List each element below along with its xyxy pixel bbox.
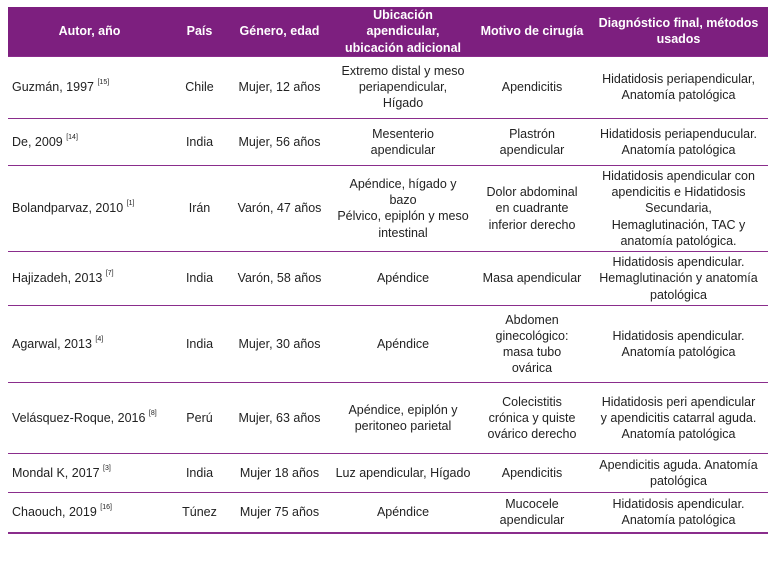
cell-reason: Dolor abdominal en cuadrante inferior derecho (475, 165, 589, 251)
header-diagnosis: Diagnóstico final, métodos usados (589, 7, 768, 56)
cell-reason: Plastrón apendicular (475, 118, 589, 165)
reference-number: [8] (148, 409, 157, 417)
cell-author (8, 252, 171, 306)
cell-author (8, 118, 171, 165)
cell-location: Apéndice, epiplón y peritoneo parietal (331, 383, 475, 454)
cell-author (8, 454, 171, 493)
cell-author (8, 56, 171, 118)
header-author: Autor, año (8, 7, 171, 56)
cell-diagnosis: Hidatidosis periapendicular, Anatomía patológica (589, 56, 768, 118)
header-gender-age: Género, edad (228, 7, 331, 56)
cell-reason: Mucocele apendicular (475, 493, 589, 533)
reference-number: [1] (126, 200, 135, 208)
cell-gender-age: Mujer 75 años (228, 493, 331, 533)
cell-country: India (171, 454, 228, 493)
reference-number: [15] (97, 79, 110, 87)
author-name: Guzmán, 1997 (12, 80, 94, 95)
cell-reason: Apendicitis (475, 454, 589, 493)
cell-reason: Colecistitis crónica y quiste ovárico derecho (475, 383, 589, 454)
table-header-row (8, 7, 768, 56)
cell-diagnosis: Hidatidosis apendicular con apendicitis e Hidatidosis Secundaria, Hemaglutinación, TAC y anatomía patológica. (589, 165, 768, 251)
cell-author (8, 493, 171, 533)
reference-number: [16] (100, 504, 112, 512)
cell-location: Apéndice (331, 306, 475, 383)
cell-location: Apéndice, hígado y bazo Pélvico, epiplón y meso intestinal (331, 165, 475, 251)
cell-country: India (171, 252, 228, 306)
cell-gender-age: Mujer 18 años (228, 454, 331, 493)
table-row (8, 454, 768, 493)
author-name: Agarwal, 2013 (12, 336, 92, 351)
table-row (8, 383, 768, 454)
author-name: Mondal K, 2017 (12, 465, 100, 480)
cell-diagnosis: Hidatidosis periapenducular. Anatomía patológica (589, 118, 768, 165)
cell-diagnosis: Hidatidosis apendicular. Anatomía patológica (589, 493, 768, 533)
cell-country: Chile (171, 56, 228, 118)
cell-country: Túnez (171, 493, 228, 533)
header-location: Ubicación apendicular, ubicación adicional (331, 7, 475, 56)
cell-gender-age: Varón, 58 años (228, 252, 331, 306)
cell-location: Apéndice (331, 252, 475, 306)
cell-gender-age: Mujer, 56 años (228, 118, 331, 165)
cell-diagnosis: Hidatidosis apendicular. Anatomía patológica (589, 306, 768, 383)
case-reports-table (8, 7, 768, 534)
author-name: Chaouch, 2019 (12, 505, 97, 520)
table-row (8, 252, 768, 306)
cell-location: Luz apendicular, Hígado (331, 454, 475, 493)
table-row (8, 118, 768, 165)
cell-location: Extremo distal y meso periapendicular, Hígado (331, 56, 475, 118)
cell-location: Apéndice (331, 493, 475, 533)
table-row (8, 56, 768, 118)
cell-country: Irán (171, 165, 228, 251)
author-name: Bolandparvaz, 2010 (12, 201, 124, 216)
cell-gender-age: Varón, 47 años (228, 165, 331, 251)
reference-number: [14] (66, 133, 78, 141)
cell-country: Perú (171, 383, 228, 454)
cell-reason: Abdomen ginecológico: masa tubo ovárica (475, 306, 589, 383)
cell-location: Mesenterio apendicular (331, 118, 475, 165)
cell-author (8, 165, 171, 251)
header-reason: Motivo de cirugía (475, 7, 589, 56)
cell-gender-age: Mujer, 63 años (228, 383, 331, 454)
author-name: De, 2009 (12, 134, 63, 149)
table-row (8, 493, 768, 533)
reference-number: [7] (105, 270, 114, 278)
table-row (8, 165, 768, 251)
reference-number: [3] (103, 464, 111, 472)
reference-number: [4] (95, 335, 104, 343)
author-name: Velásquez-Roque, 2016 (12, 410, 146, 425)
cell-author (8, 306, 171, 383)
cell-reason: Apendicitis (475, 56, 589, 118)
cell-author (8, 383, 171, 454)
cell-gender-age: Mujer, 12 años (228, 56, 331, 118)
author-name: Hajizadeh, 2013 (12, 271, 103, 286)
cell-country: India (171, 306, 228, 383)
table-row (8, 306, 768, 383)
cell-gender-age: Mujer, 30 años (228, 306, 331, 383)
cell-diagnosis: Apendicitis aguda. Anatomía patológica (589, 454, 768, 493)
cell-diagnosis: Hidatidosis peri apendicular y apendicitis catarral aguda. Anatomía patológica (589, 383, 768, 454)
cell-country: India (171, 118, 228, 165)
header-country: País (171, 7, 228, 56)
cell-reason: Masa apendicular (475, 252, 589, 306)
cell-diagnosis: Hidatidosis apendicular. Hemaglutinación y anatomía patológica (589, 252, 768, 306)
